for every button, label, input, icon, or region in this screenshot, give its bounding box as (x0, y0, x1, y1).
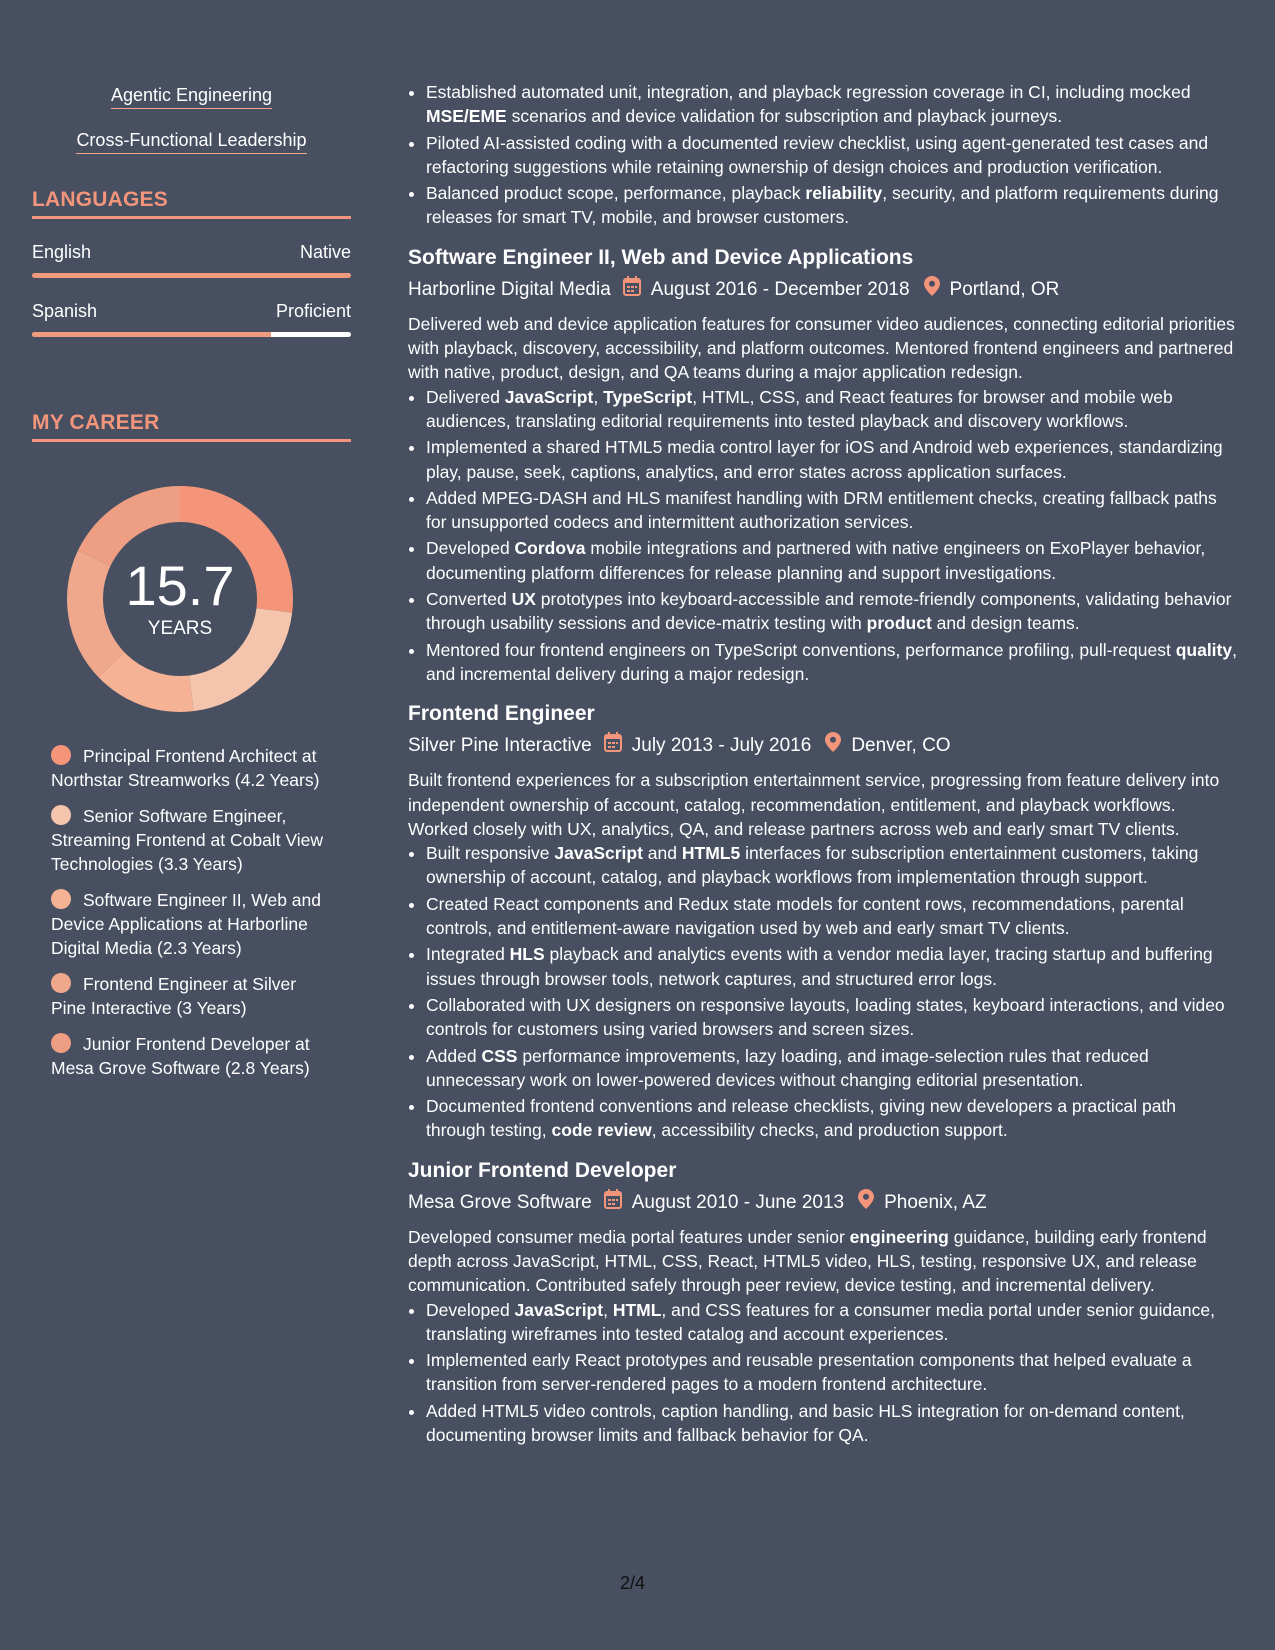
skill-link-cross-functional-leadership[interactable]: Cross-Functional Leadership (76, 129, 306, 154)
calendar-icon (604, 1189, 622, 1217)
legend-dot (51, 745, 71, 765)
job-bullets (408, 1298, 1238, 1448)
bullet-item: • Delivered JavaScript, TypeScript, HTML, CSS, and React features for browser and mobile web audiences, translating editorial requirements into tested playback and discovery workflows. (426, 385, 1238, 434)
calendar-icon (623, 276, 641, 304)
language-english (32, 241, 351, 278)
job-location: Denver, CO (851, 735, 951, 757)
career-legend-item (51, 888, 333, 960)
language-proficiency-fill (32, 273, 351, 278)
job-bullets (408, 385, 1238, 687)
career-legend-item (51, 1032, 333, 1080)
career-legend-label: Senior Software Engineer, Streaming Frontend at Cobalt View Technologies (3.3 Years) (51, 806, 324, 874)
language-name: English (32, 242, 92, 262)
bullet-item: • Added MPEG-DASH and HLS manifest handling with DRM entitlement checks, creating fallback paths for unsupported codecs and intermittent authorization services. (426, 486, 1238, 535)
location-pin-icon (825, 732, 841, 760)
career-legend-label: Junior Frontend Developer at Mesa Grove Software (2.8 Years) (51, 1034, 310, 1078)
career-donut-chart (65, 484, 295, 714)
bullet-item: • Integrated HLS playback and analytics events with a vendor media layer, tracing startup and buffering issues through browser tools, network captures, and structured error logs. (426, 942, 1238, 991)
job-description: Developed consumer media portal features under senior engineering guidance, building early frontend depth across JavaScript, HTML, CSS, React, HTML5 video, HLS, testing, responsive UX, and release communication. Contributed safely through peer review, device testing, and incremental delivery. (408, 1226, 1207, 1296)
language-level: Native (299, 242, 351, 262)
location-pin-icon (858, 1189, 874, 1217)
career-legend-item (51, 804, 333, 876)
job-location: Phoenix, AZ (884, 1191, 987, 1213)
job-entry (408, 244, 1238, 686)
career-legend (51, 744, 333, 1080)
language-proficiency-bar (32, 332, 351, 337)
bullet-item: • Implemented a shared HTML5 media control layer for iOS and Android web experiences, standardizing play, pause, seek, captions, analytics, and error states across application surfaces. (426, 435, 1238, 484)
job-description: Delivered web and device application features for consumer video audiences, connecting editorial priorities with playback, discovery, accessibility, and platform outcomes. Mentored frontend engineers and partnered with native, product, design, and QA teams during a major application redesign. (408, 313, 1235, 383)
previous-role-bullets (408, 80, 1238, 230)
career-legend-label: Software Engineer II, Web and Device Applications at Harborline Digital Media (2.3 Years) (51, 890, 322, 958)
company-name: Harborline Digital Media (408, 278, 611, 300)
job-title: Frontend Engineer (408, 702, 595, 726)
language-spanish (32, 300, 351, 337)
company-name: Mesa Grove Software (408, 1191, 592, 1213)
bullet-item: • Documented frontend conventions and release checklists, giving new developers a practical path through testing, code review, accessibility checks, and production support. (426, 1094, 1238, 1143)
skill-link-agentic-engineering[interactable]: Agentic Engineering (111, 84, 272, 109)
legend-dot (51, 973, 71, 993)
bullet-item: • Collaborated with UX designers on responsive layouts, loading states, keyboard interactions, and video controls for customers using varied browsers and screen sizes. (426, 993, 1238, 1042)
job-title: Junior Frontend Developer (408, 1158, 677, 1182)
language-level: Proficient (275, 301, 351, 321)
bullet-item: • Established automated unit, integration, and playback regression coverage in CI, including mocked MSE/EME scenarios and device validation for subscription and playback journeys. (426, 80, 1238, 129)
language-name: Spanish (32, 301, 98, 321)
job-title: Software Engineer II, Web and Device Applications (408, 245, 914, 269)
career-heading: MY CAREER (32, 411, 351, 442)
legend-dot (51, 889, 71, 909)
job-description: Built frontend experiences for a subscription entertainment service, progressing from feature delivery into independent ownership of account, catalog, recommendation, entitlement, and playback workflows. Worked closely with UX, analytics, QA, and release partners across web and early smart TV clients. (408, 770, 1220, 839)
bullet-item: • Balanced product scope, performance, playback reliability, security, and platform requirements during releases for smart TV, mobile, and browser customers. (426, 181, 1238, 230)
bullet-item: • Mentored four frontend engineers on TypeScript conventions, performance profiling, pull-request quality, and incremental delivery during a major redesign. (426, 638, 1238, 687)
job-dates: July 2013 - July 2016 (631, 735, 812, 757)
company-name: Silver Pine Interactive (408, 735, 592, 757)
location-pin-icon (924, 276, 940, 304)
total-years-label: YEARS (147, 618, 213, 639)
bullet-item: • Developed JavaScript, HTML, and CSS features for a consumer media portal under senior guidance, translating wireframes into tested catalog and account experiences. (426, 1298, 1238, 1347)
calendar-icon (604, 732, 622, 760)
languages-heading: LANGUAGES (32, 188, 351, 219)
job-bullets (408, 841, 1238, 1143)
job-location: Portland, OR (949, 278, 1060, 300)
total-years-value: 15.7 (125, 554, 235, 617)
bullet-item: • Added CSS performance improvements, lazy loading, and image-selection rules that reduced unnecessary work on lower-powered devices without changing editorial presentation. (426, 1044, 1238, 1093)
experience-section (408, 80, 1238, 1449)
bullet-item: • Developed Cordova mobile integrations and partnered with native engineers on ExoPlayer behavior, documenting platform differences for release planning and support investigations. (426, 536, 1238, 585)
job-entry (408, 1157, 1238, 1448)
page-number: 2/4 (620, 1573, 646, 1593)
bullet-item: • Piloted AI-assisted coding with a documented review checklist, using agent-generated test cases and refactoring suggestions while retaining ownership of design choices and production verification. (426, 131, 1238, 180)
sidebar (32, 84, 351, 1092)
career-legend-label: Frontend Engineer at Silver Pine Interactive (3 Years) (51, 974, 297, 1018)
job-entry (408, 700, 1238, 1142)
career-legend-label: Principal Frontend Architect at Northstar Streamworks (4.2 Years) (51, 746, 320, 790)
career-legend-item (51, 744, 333, 792)
job-dates: August 2016 - December 2018 (650, 278, 910, 300)
language-proficiency-bar (32, 273, 351, 278)
bullet-item: • Created React components and Redux state models for content rows, recommendations, parental controls, and entitlement-aware navigation used by web and early smart TV clients. (426, 892, 1238, 941)
bullet-item: • Converted UX prototypes into keyboard-accessible and remote-friendly components, validating behavior through usability sessions and device-matrix testing with product and design teams. (426, 587, 1238, 636)
career-legend-item (51, 972, 333, 1020)
language-proficiency-fill (32, 332, 271, 337)
job-dates: August 2010 - June 2013 (631, 1191, 845, 1213)
legend-dot (51, 805, 71, 825)
bullet-item: • Built responsive JavaScript and HTML5 interfaces for subscription entertainment customers, taking ownership of account, catalog, and playback workflows from implementation through support. (426, 841, 1238, 890)
bullet-item: • Added HTML5 video controls, caption handling, and basic HLS integration for on-demand content, documenting browser limits and fallback behavior for QA. (426, 1399, 1238, 1448)
bullet-item: • Implemented early React prototypes and reusable presentation components that helped evaluate a transition from server-rendered pages to a modern frontend architecture. (426, 1348, 1238, 1397)
legend-dot (51, 1033, 71, 1053)
